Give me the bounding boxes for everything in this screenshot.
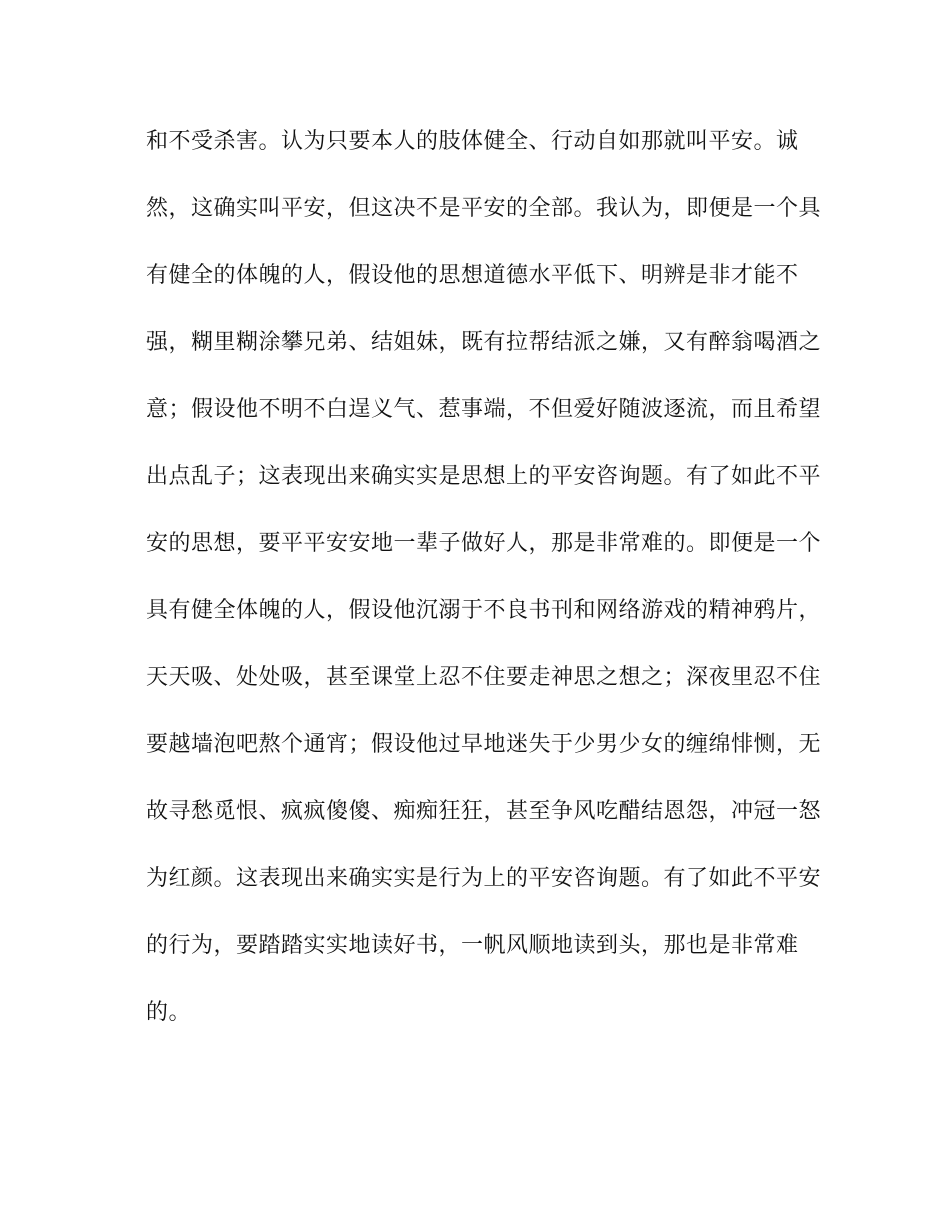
text-line: 的行为，要踏踏实实地读好书，一帆风顺地读到头，那也是非常难 <box>146 933 799 958</box>
text-line: 意；假设他不明不白逞义气、惹事端，不但爱好随波逐流，而且希望 <box>146 397 822 422</box>
text-line: 具有健全体魄的人，假设他沉溺于不良书刊和网络游戏的精神鸦片， <box>146 598 822 623</box>
text-line: 和不受杀害。认为只要本人的肢体健全、行动自如那就叫平安。诚 <box>146 129 799 154</box>
text-line: 为红颜。这表现出来确实实是行为上的平安咨询题。有了如此不平安 <box>146 866 822 891</box>
text-line: 强，糊里糊涂攀兄弟、结姐妹，既有拉帮结派之嫌，又有醉翁喝酒之 <box>146 330 822 355</box>
paragraph <box>146 122 822 1060</box>
text-line: 天天吸、处处吸，甚至课堂上忍不住要走神思之想之；深夜里忍不住 <box>146 665 822 690</box>
text-line: 的。 <box>146 1000 192 1025</box>
text-line: 故寻愁觅恨、疯疯傻傻、痴痴狂狂，甚至争风吃醋结恩怨，冲冠一怒 <box>146 799 822 824</box>
text-line: 有健全的体魄的人，假设他的思想道德水平低下、明辨是非才能不 <box>146 263 799 288</box>
text-line: 安的思想，要平平安安地一辈子做好人，那是非常难的。即便是一个 <box>146 531 822 556</box>
text-line: 要越墙泡吧熬个通宵；假设他过早地迷失于少男少女的缠绵悱恻，无 <box>146 732 822 757</box>
text-line: 然，这确实叫平安，但这决不是平安的全部。我认为，即便是一个具 <box>146 196 822 221</box>
text-line: 出点乱子；这表现出来确实实是思想上的平安咨询题。有了如此不平 <box>146 464 822 489</box>
